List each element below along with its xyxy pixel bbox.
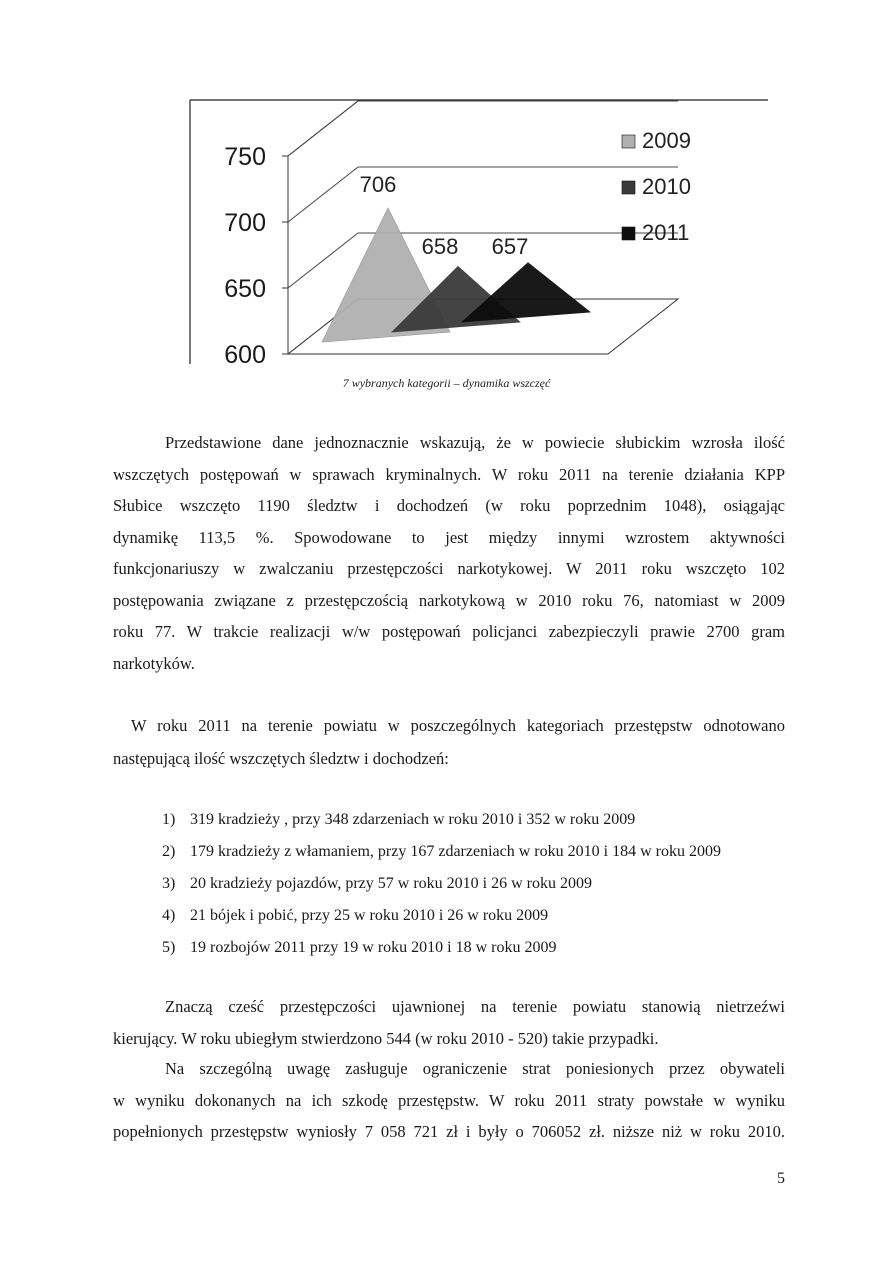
text-line: postępowania związane z przestępczością narkotykową w 2010 roku 76, natomiast w 2009 [113,590,785,610]
list-item [162,900,792,932]
legend-swatch-2011 [622,227,635,240]
list-number: 5) [162,939,176,956]
list-text: 20 kradzieży pojazdów, przy 57 w roku 2010 i 26 w roku 2009 [190,875,592,892]
legend-label-2010: 2010 [642,174,691,199]
text-line: następującą ilość wszczętych śledztw i dochodzeń: [113,749,449,768]
text-line: w wyniku dokonanych na ich szkodę przestępstw. W roku 2011 straty powstałe w wyniku [113,1090,785,1110]
list-number: 4) [162,907,176,924]
paragraph-3 [113,991,785,1054]
text-line: Na szczególną uwagę zasługuje ograniczenie strat poniesionych przez obywateli [165,1059,785,1078]
chart-svg [188,96,778,376]
list-text: 179 kradzieży z włamaniem, przy 167 zdarzeniach w roku 2010 i 184 w roku 2009 [190,843,721,860]
text-line: dynamikę 113,5 %. Spowodowane to jest między innymi wzrostem aktywności [113,527,785,547]
text-line: Znaczą cześć przestępczości ujawnionej na terenie powiatu stanowią nietrzeźwi [165,997,785,1016]
text-line: narkotyków. [113,653,195,673]
y-tick-label: 650 [224,275,266,303]
chart-gridline-diagonal [288,167,358,222]
list-item [162,868,792,900]
legend-swatch-2009 [622,135,635,148]
text-line: popełnionych przestępstw wyniosły 7 058 721 zł i były o 706052 zł. niższe niż w roku 2010. [113,1122,785,1141]
category-list [162,804,792,964]
paragraph-2 [113,709,785,775]
list-number: 2) [162,843,176,860]
chart-gridline-diagonal [288,101,358,156]
chart [188,96,778,376]
y-tick-label: 750 [224,143,266,171]
list-text: 21 bójek i pobić, przy 25 w roku 2010 i 26 w roku 2009 [190,907,549,924]
list-text: 319 kradzieży , przy 348 zdarzeniach w roku 2010 i 352 w roku 2009 [190,811,636,828]
chart-gridline-diagonal [288,233,358,288]
y-tick-label: 700 [224,209,266,237]
list-number: 1) [162,811,176,828]
data-label-2011: 657 [491,234,529,259]
text-line: Przedstawione dane jednoznacznie wskazują, że w powiecie słubickim wzrosła ilość [165,433,785,452]
data-label-2010: 658 [421,234,459,259]
list-number: 3) [162,875,176,892]
list-item [162,804,792,836]
chart-ticks [224,143,288,369]
chart-caption: 7 wybranych kategorii – dynamika wszczęć [342,376,551,390]
legend-label-2011: 2011 [642,220,690,245]
text-line: W roku 2011 na terenie powiatu w poszczególnych kategoriach przestępstw odnotowano [131,716,785,735]
list-text: 19 rozbojów 2011 przy 19 w roku 2010 i 18 w roku 2009 [190,939,557,956]
paragraph-4 [113,1053,785,1148]
list-item [162,836,792,868]
text-line: funkcjonariuszy w zwalczaniu przestępczości narkotykowej. W 2011 roku wszczęto 102 [113,559,785,578]
legend-label-2009: 2009 [642,128,691,153]
data-label-2009: 706 [359,172,397,197]
chart-legend [622,128,691,245]
legend-swatch-2010 [622,181,635,194]
text-line: wszczętych postępowań w sprawach kryminalnych. W roku 2011 na terenie działania KPP [113,464,785,484]
chart-peaks [322,208,590,342]
paragraph-1 [113,427,785,679]
text-line: kierujący. W roku ubiegłym stwierdzono 544 (w roku 2010 - 520) takie przypadki. [113,1028,659,1048]
text-line: Słubice wszczęto 1190 śledztw i dochodzeń (w roku poprzednim 1048), osiągając [113,496,785,515]
y-tick-label: 600 [224,341,266,369]
page-number: 5 [777,1170,785,1187]
text-line: roku 77. W trakcie realizacji w/w postępowań policjanci zabezpieczyli prawie 2700 gram [113,622,785,641]
list-item [162,932,792,964]
